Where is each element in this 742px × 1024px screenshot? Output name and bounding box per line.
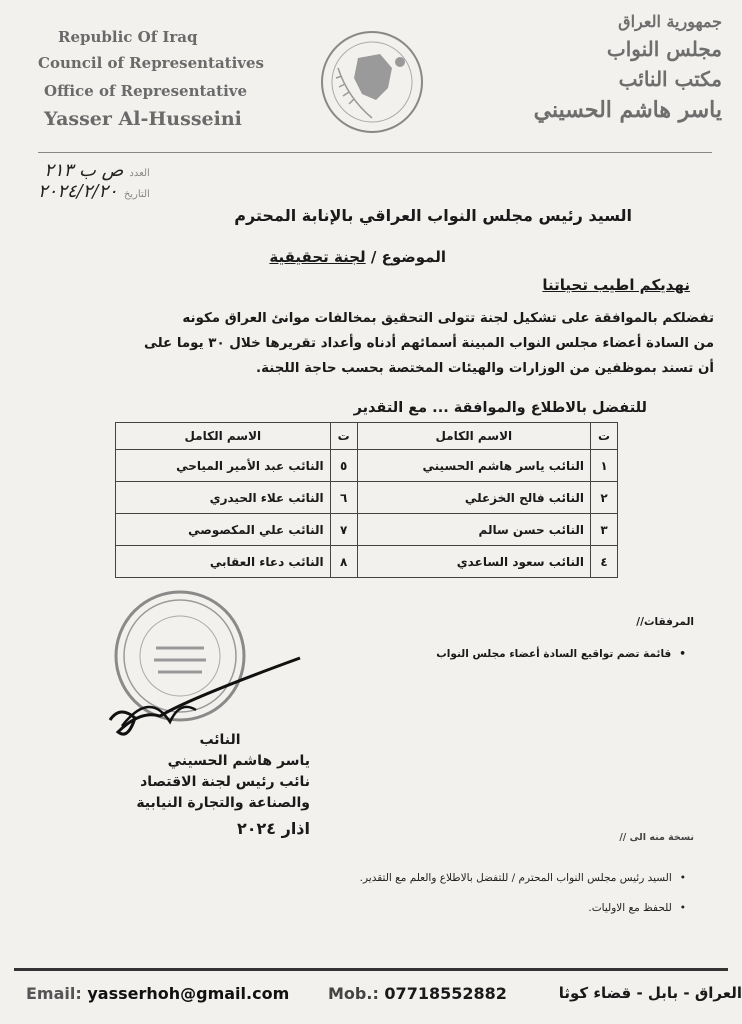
member-name: النائب علي المكصوصي bbox=[116, 514, 331, 546]
letter-body bbox=[54, 306, 714, 381]
ref-number: ص ب ٢١٣ bbox=[44, 160, 124, 181]
signer-name: ياسر هاشم الحسيني bbox=[167, 753, 310, 769]
reference-block bbox=[38, 160, 150, 202]
copy-recipient: • السيد رئيس مجلس النواب المحترم / للتفضل بالاطلاع والعلم مع التقدير. bbox=[360, 872, 686, 884]
ref-number-label: العدد bbox=[129, 168, 150, 179]
council-emblem-logo bbox=[318, 28, 426, 136]
footer-address: العراق - بابل - قضاء كوثا bbox=[558, 984, 742, 1002]
member-name: النائب ياسر هاشم الحسيني bbox=[357, 450, 590, 482]
letterhead-en-line-4: Yasser Al-Husseini bbox=[44, 108, 242, 130]
table-row bbox=[116, 514, 618, 546]
subject-line bbox=[269, 248, 446, 266]
footer-divider bbox=[14, 968, 728, 971]
ref-date-label: التاريخ bbox=[123, 189, 150, 200]
ref-date: ٢٠٢٤/٢/٢٠ bbox=[38, 181, 118, 202]
header-num-2: ت bbox=[330, 423, 357, 450]
letterhead-ar-line-1: جمهورية العراق bbox=[618, 12, 722, 31]
email-address: yasserhoh@gmail.com bbox=[87, 984, 290, 1003]
email-label: Email: bbox=[26, 984, 82, 1003]
footer bbox=[0, 984, 742, 1014]
signature-date: اذار ٢٠٢٤ bbox=[236, 819, 310, 838]
signature-block bbox=[120, 730, 310, 839]
letterhead-english bbox=[38, 28, 265, 130]
row-number: ٣ bbox=[591, 514, 618, 546]
letterhead-en-line-2: Council of Representatives bbox=[38, 54, 265, 72]
body-line-1: تفضلكم بالموافقة على تشكيل لجنة تتولى التحقيق بمخالفات موانئ العراق مكونه bbox=[182, 311, 714, 326]
row-number: ٧ bbox=[330, 514, 357, 546]
attachments-item: • قائمة تضم تواقيع السادة أعضاء مجلس النواب bbox=[436, 648, 686, 660]
letterhead-ar-line-2: مجلس النواب bbox=[606, 37, 722, 61]
row-number: ٨ bbox=[330, 546, 357, 578]
letterhead-ar-line-3: مكتب النائب bbox=[618, 67, 722, 91]
copies-label: نسخة منه الى // bbox=[619, 832, 694, 843]
member-name: النائب دعاء العقابي bbox=[116, 546, 331, 578]
body-line-2: من السادة أعضاء مجلس النواب المبينة أسمائهم أدناه وأعداد تقريرها خلال ٣٠ يوما على bbox=[144, 336, 714, 351]
table-row bbox=[116, 546, 618, 578]
header-name-1: الاسم الكامل bbox=[357, 423, 590, 450]
row-number: ١ bbox=[591, 450, 618, 482]
closing-line: للتفضل بالاطلاع والموافقة ... مع التقدير bbox=[353, 400, 647, 416]
row-number: ٥ bbox=[330, 450, 357, 482]
row-number: ٢ bbox=[591, 482, 618, 514]
letterhead-arabic bbox=[533, 12, 722, 123]
body-line-3: أن تسند بموظفين من الوزارات والهيئات المختصة بحسب حاجة اللجنة. bbox=[256, 361, 714, 376]
letterhead-en-line-1: Republic Of Iraq bbox=[58, 28, 198, 46]
header-divider bbox=[38, 152, 712, 153]
row-number: ٤ bbox=[591, 546, 618, 578]
footer-email bbox=[26, 984, 289, 1003]
member-name: النائب علاء الحيدري bbox=[116, 482, 331, 514]
signer-title: النائب bbox=[199, 732, 241, 748]
greeting: نهديكم اطيب تحياتنا bbox=[542, 276, 690, 294]
member-name: النائب سعود الساعدي bbox=[357, 546, 590, 578]
letterhead-ar-line-4: ياسر هاشم الحسيني bbox=[533, 97, 722, 123]
table-row bbox=[116, 482, 618, 514]
member-name: النائب عبد الأمير المياحي bbox=[116, 450, 331, 482]
committee-members-table bbox=[115, 422, 618, 578]
mobile-label: Mob.: bbox=[328, 984, 379, 1003]
signer-position-1: نائب رئيس لجنة الاقتصاد bbox=[140, 774, 310, 790]
letterhead-en-line-3: Office of Representative bbox=[44, 82, 248, 100]
table-row bbox=[116, 450, 618, 482]
addressee: السيد رئيس مجلس النواب العراقي بالإنابة المحترم bbox=[234, 206, 632, 225]
header-num-1: ت bbox=[591, 423, 618, 450]
footer-mobile bbox=[328, 984, 507, 1003]
subject-label: الموضوع / bbox=[370, 248, 446, 266]
row-number: ٦ bbox=[330, 482, 357, 514]
member-name: النائب فالح الخزعلي bbox=[357, 482, 590, 514]
attachments-label: المرفقات// bbox=[636, 616, 694, 628]
table-header-row bbox=[116, 423, 618, 450]
mobile-number: 07718552882 bbox=[384, 984, 507, 1003]
subject-value: لجنة تحقيقية bbox=[269, 248, 366, 266]
header-name-2: الاسم الكامل bbox=[116, 423, 331, 450]
copy-recipient: • للحفظ مع الاوليات. bbox=[588, 902, 686, 914]
signer-position-2: والصناعة والتجارة النيابية bbox=[136, 795, 310, 811]
member-name: النائب حسن سالم bbox=[357, 514, 590, 546]
